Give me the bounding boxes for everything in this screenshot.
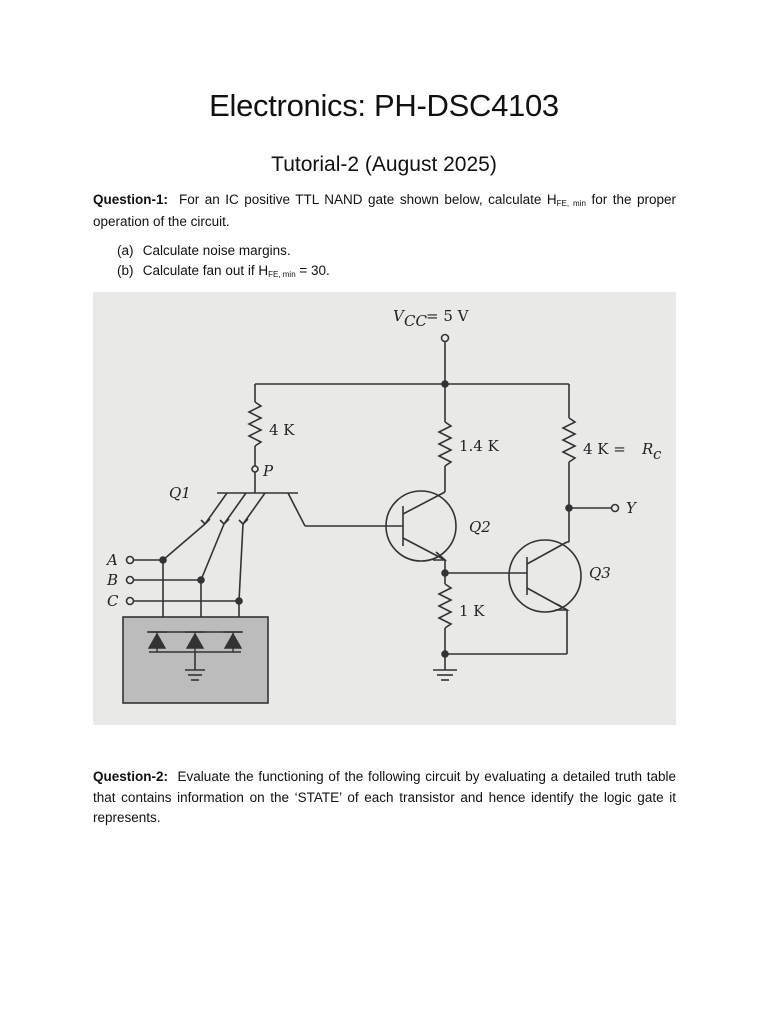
question-1-subscript: FE, min (556, 199, 586, 208)
node-p-terminal (252, 466, 258, 472)
question-2-text: Evaluate the functioning of the following circuit by evaluating a detailed truth table that contains information on the ‘STATE’ of each transistor and hence identify the logic gate it represents. (93, 769, 676, 825)
part-b-label: (b) (117, 263, 134, 278)
resistor-rc (563, 418, 575, 462)
resistor-rc-label: 4 K = (583, 440, 626, 458)
vcc-subscript: CC (404, 312, 427, 330)
rc-subscript: c (653, 445, 662, 463)
resistor-4k (249, 402, 261, 446)
question-2-label: Question-2: (93, 769, 169, 784)
q3-transistor-circle (509, 540, 581, 612)
input-c-label: C (107, 592, 119, 610)
vcc-value: = 5 V (426, 307, 469, 325)
part-b-text-before: Calculate fan out if H (142, 263, 269, 278)
question-2 (93, 767, 676, 829)
circuit-diagram (93, 292, 676, 725)
resistor-1k (439, 584, 451, 628)
q3-label: Q3 (589, 564, 611, 582)
page-title: Electronics: PH-DSC4103 (209, 88, 559, 123)
question-1-text-after: for the proper operation of the circuit. (93, 192, 676, 229)
resistor-1-4k-label: 1.4 K (459, 437, 499, 455)
resistor-1-4k (439, 422, 451, 466)
part-a (117, 241, 330, 261)
part-b-text-after: = 30. (295, 263, 330, 278)
node-p-label: P (263, 462, 274, 480)
ttl-nand-circuit-figure (93, 292, 676, 725)
q2-label: Q2 (469, 518, 491, 536)
question-1-text-before: For an IC positive TTL NAND gate shown below, calculate H (179, 192, 557, 207)
part-a-label: (a) (117, 243, 134, 258)
vcc-terminal (442, 335, 449, 342)
rc-symbol: R (642, 440, 654, 458)
page-subtitle: Tutorial-2 (August 2025) (271, 153, 497, 176)
part-b-subscript: FE, min (268, 270, 296, 279)
q1-label: Q1 (169, 484, 191, 502)
output-y-terminal (612, 505, 619, 512)
vcc-symbol: V (393, 307, 404, 325)
resistor-1k-label: 1 K (459, 602, 485, 620)
input-b-label: B (107, 571, 119, 589)
output-y-label: Y (626, 499, 636, 517)
resistor-4k-label: 4 K (269, 421, 295, 439)
part-b (117, 261, 330, 283)
question-1-label: Question-1: (93, 192, 169, 207)
question-1-parts (117, 241, 330, 283)
part-a-text: Calculate noise margins. (142, 243, 291, 258)
question-1 (93, 190, 676, 232)
input-a-label: A (107, 551, 118, 569)
